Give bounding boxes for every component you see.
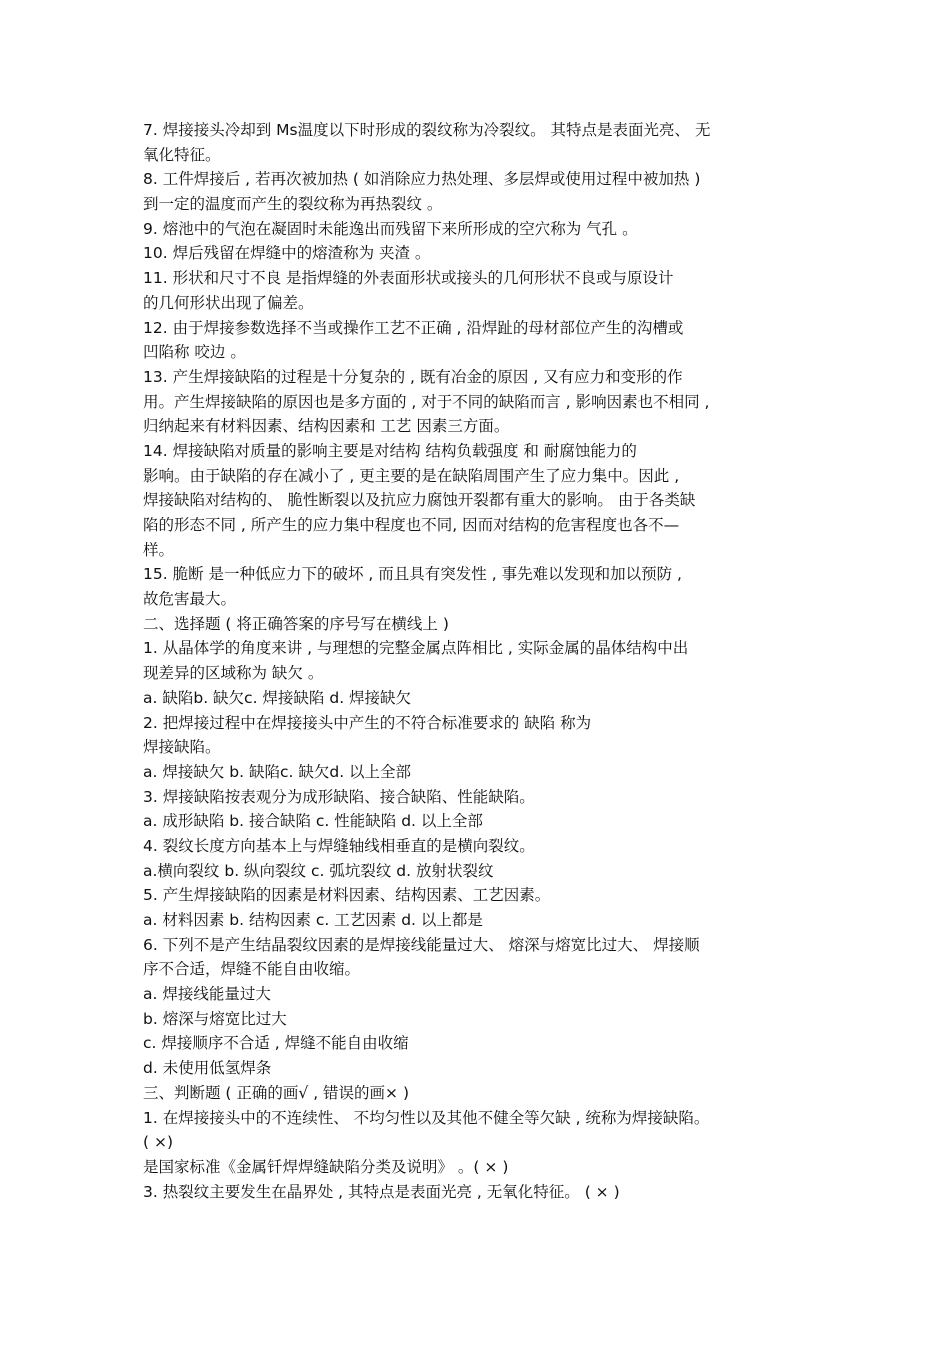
- option-line: a. 焊接线能量过大: [143, 985, 271, 1004]
- option-line: a. 焊接缺欠 b. 缺陷c. 缺欠d. 以上全部: [143, 762, 412, 781]
- text-line: 氧化特征。: [143, 145, 221, 164]
- text-line: 归纳起来有材料因素、结构因素和 工艺 因素三方面。: [143, 417, 510, 436]
- text-line: 2. 把焊接过程中在焊接接头中产生的不符合标准要求的 缺陷 称为: [143, 713, 592, 732]
- option-line: a. 缺陷b. 缺欠c. 焊接缺陷 d. 焊接缺欠: [143, 688, 412, 707]
- option-line: d. 未使用低氢焊条: [143, 1059, 272, 1078]
- text-line: 3. 焊接缺陷按表观分为成形缺陷、接合缺陷、性能缺陷。: [143, 787, 535, 806]
- text-line: 焊接缺陷。: [143, 738, 221, 757]
- text-line: 8. 工件焊接后 , 若再次被加热 ( 如消除应力热处理、多层焊或使用过程中被加热 ): [143, 170, 701, 189]
- option-line: a.横向裂纹 b. 纵向裂纹 c. 弧坑裂纹 d. 放射状裂纹: [143, 861, 494, 880]
- text-line: 到一定的温度而产生的裂纹称为再热裂纹 。: [143, 195, 443, 214]
- text-line: 9. 熔池中的气泡在凝固时未能逸出而残留下来所形成的空穴称为 气孔 。: [143, 219, 638, 238]
- option-line: b. 熔深与熔宽比过大: [143, 1009, 287, 1028]
- text-line: 影响。由于缺陷的存在减小了 , 更主要的是在缺陷周围产生了应力集中。因此 ,: [143, 466, 680, 485]
- document-page: [143, 118, 813, 1204]
- text-line: 5. 产生焊接缺陷的因素是材料因素、结构因素、工艺因素。: [143, 886, 551, 905]
- text-line: 10. 焊后残留在焊缝中的熔渣称为 夹渣 。: [143, 244, 431, 263]
- text-line: 1. 在焊接接头中的不连续性、 不均匀性以及其他不健全等欠缺 , 统称为焊接缺陷。: [143, 1108, 710, 1127]
- text-line: 凹陷称 咬边 。: [143, 343, 246, 362]
- text-line: 是国家标准《金属钎焊焊缝缺陷分类及说明》 。( × ): [143, 1157, 509, 1176]
- text-line: 焊接缺陷对结构的、 脆性断裂以及抗应力腐蚀开裂都有重大的影响。 由于各类缺: [143, 491, 696, 510]
- text-line: 12. 由于焊接参数选择不当或操作工艺不正确 , 沿焊趾的母材部位产生的沟槽或: [143, 318, 684, 337]
- text-line: 陷的形态不同 , 所产生的应力集中程度也不同, 因而对结构的危害程度也各不—: [143, 516, 680, 534]
- text-line: 1. 从晶体学的角度来讲 , 与理想的完整金属点阵相比 , 实际金属的晶体结构中出: [143, 639, 689, 658]
- section-heading: 三、判断题 ( 正确的画√ , 错误的画× ): [143, 1083, 410, 1102]
- text-line: 14. 焊接缺陷对质量的影响主要是对结构 结构负载强度 和 耐腐蚀能力的: [143, 441, 637, 460]
- option-line: a. 材料因素 b. 结构因素 c. 工艺因素 d. 以上都是: [143, 911, 483, 929]
- text-line: 现差异的区域称为 缺欠 。: [143, 664, 324, 683]
- text-line: 3. 热裂纹主要发生在晶界处 , 其特点是表面光亮 , 无氧化特征。 ( × ): [143, 1182, 620, 1201]
- text-line: 4. 裂纹长度方向基本上与焊缝轴线相垂直的是横向裂纹。: [143, 836, 535, 855]
- text-line: 用。产生焊接缺陷的原因也是多方面的 , 对于不同的缺陷而言 , 影响因素也不相同 ,: [143, 392, 710, 411]
- section-heading: 二、选择题 ( 将正确答案的序号写在横线上 ): [143, 614, 449, 633]
- text-line: 序不合适，焊缝不能自由收缩。: [143, 960, 361, 979]
- text-line: 的几何形状出现了偏差。: [143, 293, 314, 312]
- option-line: c. 焊接顺序不合适 , 焊缝不能自由收缩: [143, 1034, 409, 1053]
- text-line: 样。: [143, 540, 175, 559]
- text-line: 6. 下列不是产生结晶裂纹因素的是焊接线能量过大、 熔深与熔宽比过大、 焊接顺: [143, 935, 700, 954]
- text-line: 11. 形状和尺寸不良 是指焊缝的外表面形状或接头的几何形状不良或与原设计: [143, 269, 674, 288]
- text-line: 15. 脆断 是一种低应力下的破坏 , 而且具有突发性 , 事先难以发现和加以预防 ,: [143, 565, 682, 584]
- text-line: ( ×): [143, 1133, 174, 1152]
- text-line: 7. 焊接接头冷却到 Ms温度以下时形成的裂纹称为冷裂纹。 其特点是表面光亮、 无: [143, 121, 711, 139]
- option-line: a. 成形缺陷 b. 接合缺陷 c. 性能缺陷 d. 以上全部: [143, 812, 483, 831]
- text-line: 故危害最大。: [143, 590, 237, 609]
- text-line: 13. 产生焊接缺陷的过程是十分复杂的 , 既有冶金的原因 , 又有应力和变形的作: [143, 367, 683, 386]
